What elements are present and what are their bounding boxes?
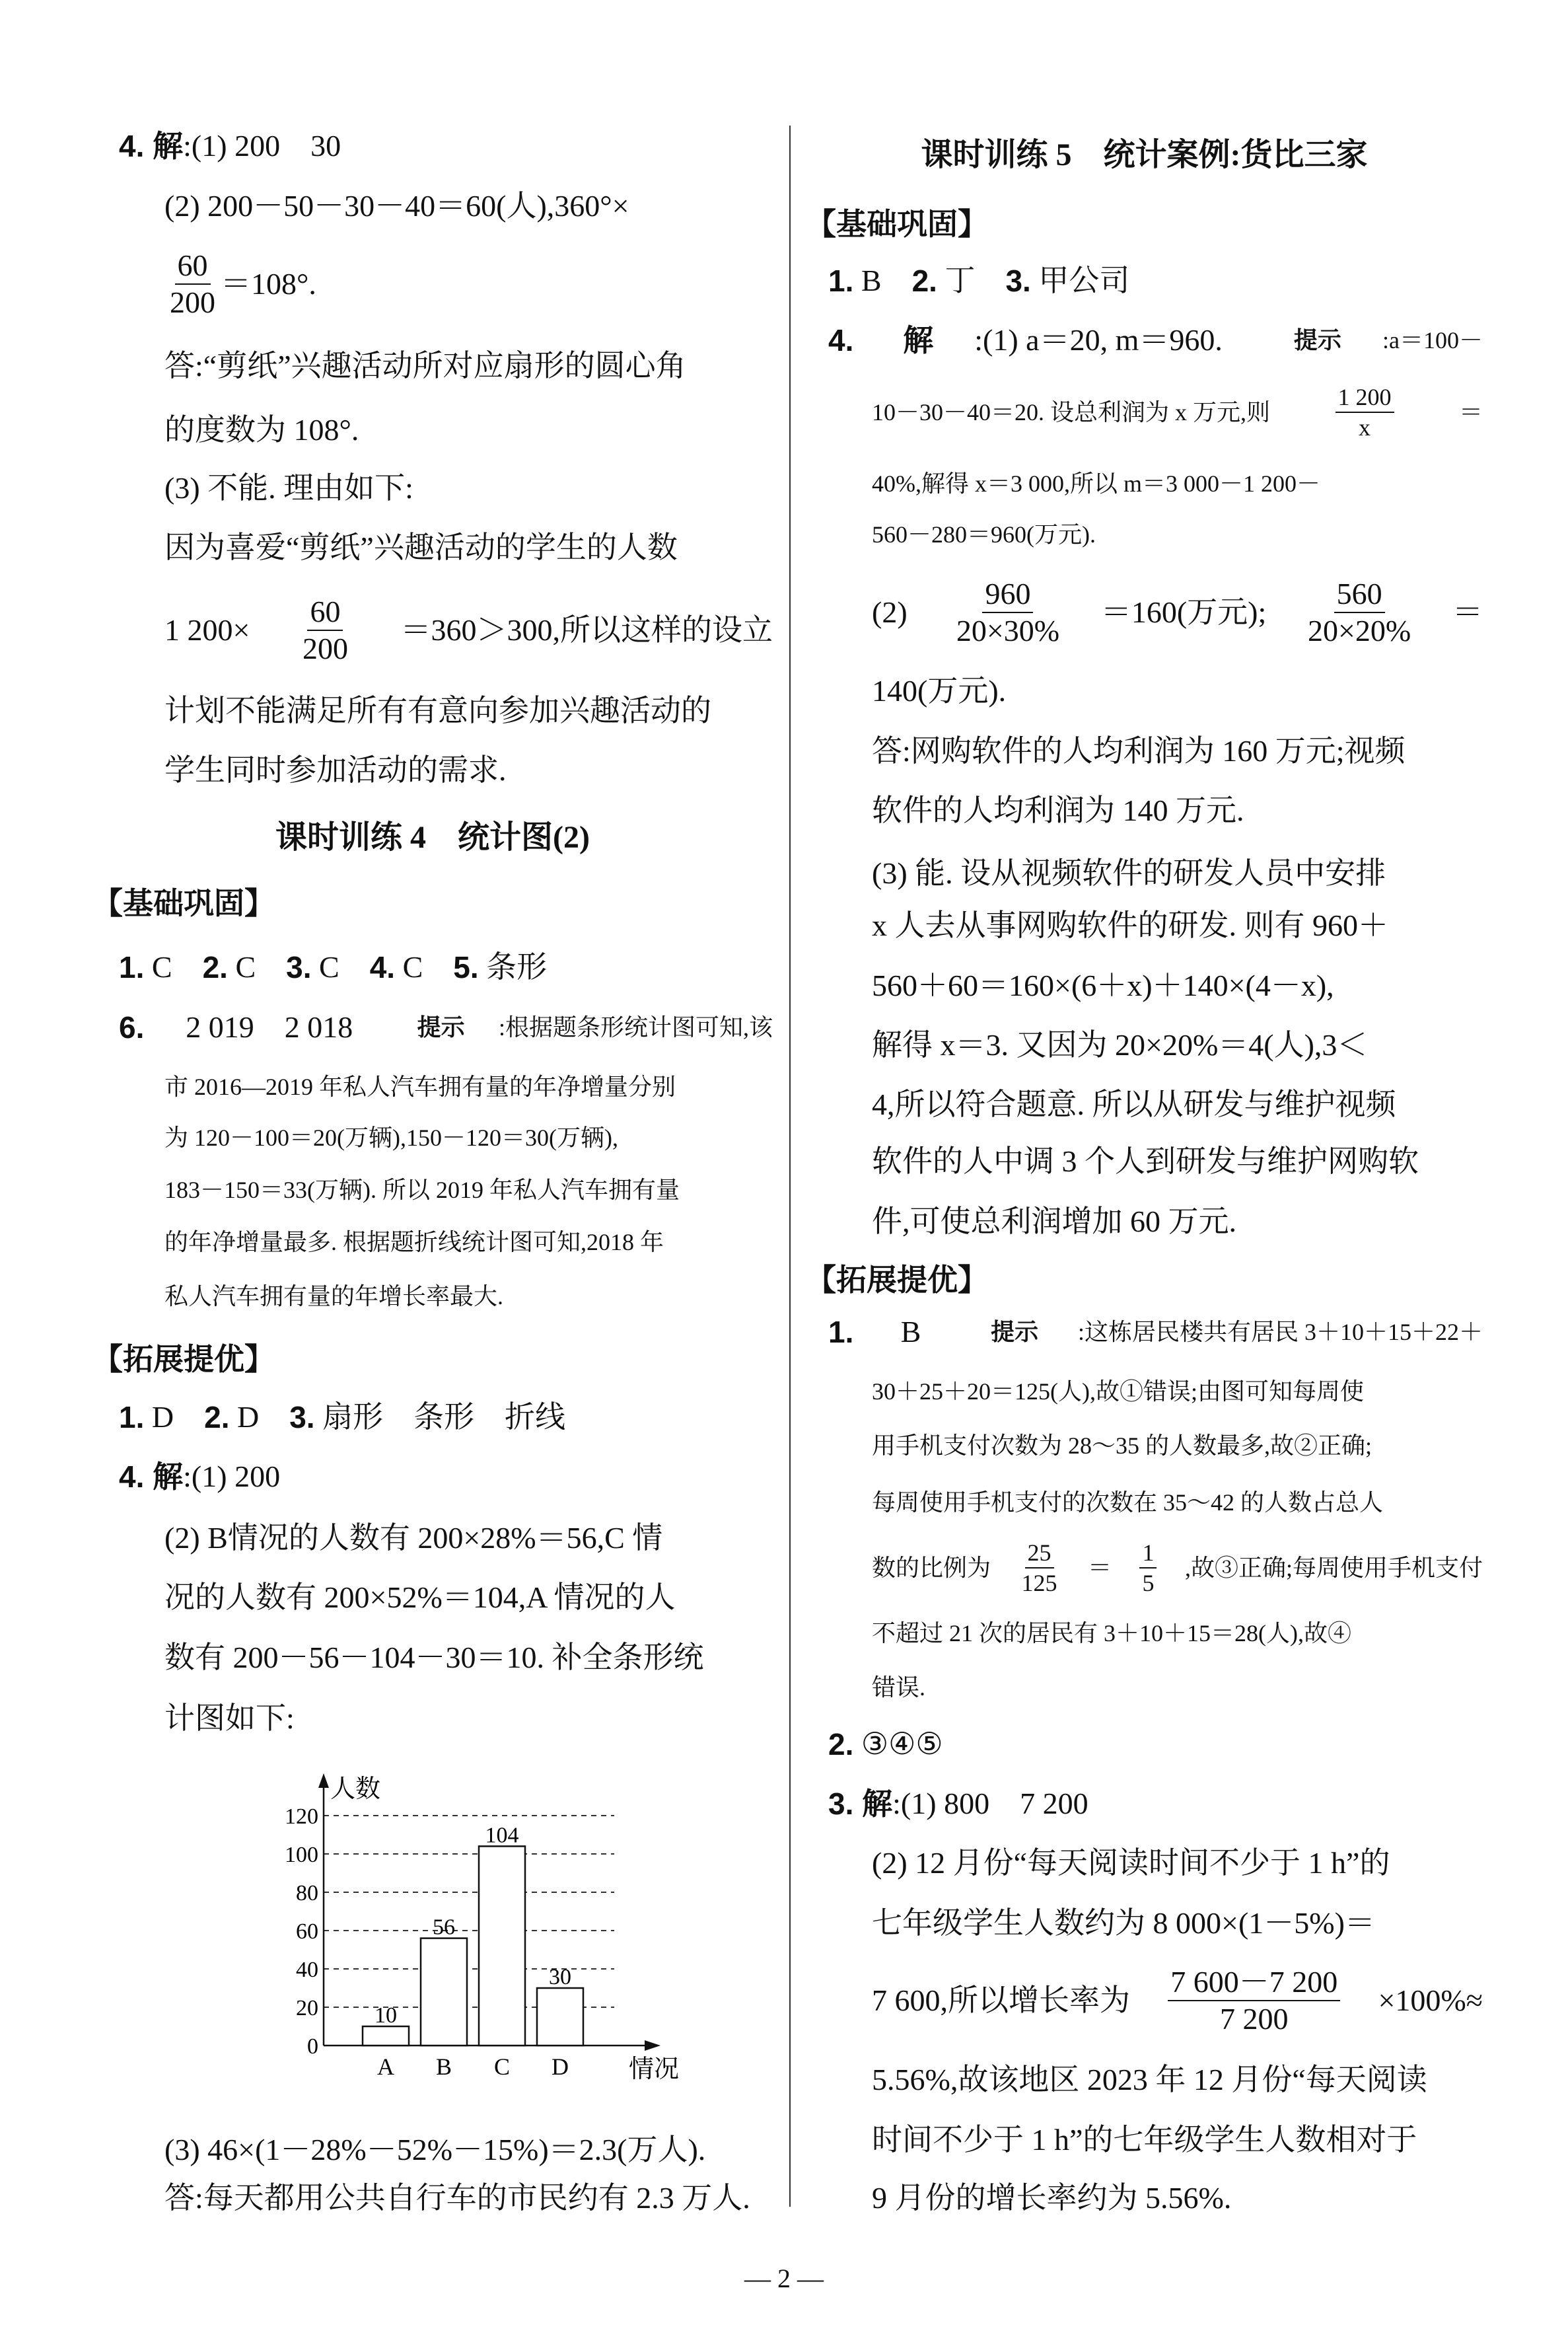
- text: ＝108°.: [221, 267, 316, 301]
- text: 答:网购软件的人均利润为 160 万元;视频: [872, 734, 1406, 768]
- text-line: [872, 858, 1483, 889]
- x-axis-arrow-icon: [645, 2040, 660, 2051]
- text-line: [164, 533, 773, 563]
- text-line: [164, 473, 413, 503]
- text-line: [872, 523, 1096, 546]
- text: 七年级学生人数约为 8 000×(1－5%)＝: [872, 1906, 1375, 1940]
- text: 140(万元).: [872, 674, 1007, 708]
- text: 软件的人中调 3 个人到研发与维护网购软: [872, 1144, 1419, 1178]
- fraction: [1019, 1541, 1060, 1595]
- text-line: [872, 736, 1483, 766]
- text: 课时训练 5 统计案例:货比三家: [921, 137, 1368, 172]
- bar-value-label: 10: [374, 2003, 397, 2028]
- bold-label: 3.: [289, 1400, 315, 1434]
- text-line: [164, 755, 507, 786]
- text-line: [872, 971, 1483, 1001]
- text-line: [828, 1317, 1483, 1347]
- denominator: x: [1359, 414, 1371, 441]
- text: D: [229, 1400, 290, 1434]
- text: :这栋居民楼共有居民 3＋10＋15＋22＋: [1077, 1319, 1483, 1345]
- text-line: [164, 2183, 750, 2213]
- text-line: [828, 325, 1483, 355]
- x-tick-label: B: [435, 2053, 452, 2080]
- denominator: 20×20%: [1307, 614, 1411, 647]
- text-line: [872, 1676, 925, 1699]
- text-line: [164, 1703, 295, 1734]
- bold-label: 2.: [204, 1400, 230, 1434]
- text: :(1) 800 7 200: [892, 1787, 1088, 1820]
- x-tick-label: C: [493, 2053, 511, 2080]
- fraction: [954, 579, 1062, 646]
- fraction: [1336, 385, 1394, 439]
- section-title: [92, 822, 773, 854]
- text: 5.56%,故该地区 2023 年 12 月份“每天阅读: [872, 2063, 1427, 2096]
- y-tick-label: 0: [307, 2034, 318, 2059]
- hint-label: 提示: [991, 1318, 1039, 1345]
- denominator: 125: [1021, 1570, 1057, 1596]
- bar-chart: [277, 1764, 680, 2094]
- text-line: [872, 2125, 1483, 2155]
- text-line: [872, 1030, 1483, 1060]
- text: 错误.: [872, 1674, 926, 1701]
- text-line: [164, 1230, 773, 1254]
- bold-label: 6.: [119, 1010, 145, 1045]
- hint-label: 提示: [417, 1014, 465, 1041]
- text: ＝: [1087, 1555, 1112, 1581]
- text-line: [164, 696, 773, 726]
- text-line: [92, 1344, 275, 1374]
- text: 的年净增量最多. 根据题折线统计图可知,2018 年: [164, 1229, 664, 1255]
- text: ③④⑤: [853, 1727, 943, 1761]
- bold-label: 1.: [828, 264, 854, 298]
- text-line: [872, 676, 1006, 706]
- text: ＝: [1452, 595, 1483, 629]
- x-tick-label: D: [552, 2053, 569, 2080]
- text: :(1) a＝20, m＝960.: [974, 323, 1253, 357]
- text: 1 200×: [164, 613, 250, 647]
- text-line: [164, 1075, 773, 1099]
- y-tick-label: 80: [296, 1881, 318, 1905]
- bold-label: 解: [144, 129, 184, 163]
- text: 条形: [478, 950, 548, 984]
- text: 560－280＝960(万元).: [872, 521, 1096, 548]
- text-line: [164, 1178, 773, 1202]
- text-line: [164, 2135, 705, 2165]
- text: 丁: [937, 264, 1006, 297]
- text-line: [119, 131, 341, 161]
- text: 课时训练 4 统计图(2): [275, 820, 590, 855]
- text: C: [144, 950, 203, 984]
- text: (2) 12 月份“每天阅读时间不少于 1 h”的: [872, 1846, 1390, 1880]
- text: 40%,解得 x＝3 000,所以 m＝3 000－1 200－: [872, 470, 1320, 497]
- text: 计划不能满足所有有意向参加兴趣活动的: [164, 694, 711, 727]
- text: 30＋25＋20＝125(人),故①错误;由图可知每周使: [872, 1378, 1364, 1405]
- text-line: [872, 1848, 1483, 1878]
- y-tick-label: 60: [296, 1919, 318, 1944]
- fraction: [1139, 1541, 1157, 1595]
- y-tick-label: 100: [285, 1843, 318, 1867]
- text: 为 120－100＝20(万辆),150－120＝30(万辆),: [164, 1125, 618, 1151]
- text-line: [872, 2065, 1483, 2095]
- fraction: [300, 597, 351, 664]
- text: 2 019 2 018: [178, 1010, 384, 1044]
- bold-label: 2.: [828, 1727, 854, 1761]
- bold-label: 5.: [453, 950, 479, 984]
- text: :(1) 200 30: [183, 129, 341, 163]
- text-line: [872, 1621, 1483, 1645]
- text-line: [872, 1146, 1483, 1177]
- text: x 人去从事网购软件的研发. 则有 960＋: [872, 908, 1388, 942]
- text: 183－150＝33(万辆). 所以 2019 年私人汽车拥有量: [164, 1177, 680, 1203]
- bold-label: 解: [853, 1787, 893, 1821]
- text-line: [119, 952, 547, 982]
- bold-label: 4.: [828, 323, 854, 357]
- text-line: [872, 2183, 1231, 2213]
- text-line: [872, 1206, 1236, 1237]
- bar-value-label: 104: [485, 1823, 519, 1848]
- bold-label: 1.: [119, 1400, 145, 1434]
- bar: [363, 2026, 409, 2046]
- text: ,故③正确;每周使用手机支付: [1184, 1555, 1483, 1581]
- text: (2) 200－50－30－40＝60(人),360°×: [164, 189, 629, 223]
- text: ＝360＞300,所以这样的设立: [400, 613, 773, 647]
- y-tick-label: 20: [296, 1996, 318, 2020]
- text: 4,所以符合题意. 所以从研发与维护视频: [872, 1088, 1396, 1121]
- text-line: [872, 385, 1483, 439]
- bold-label: 1.: [119, 950, 145, 984]
- numerator: 960: [982, 579, 1033, 613]
- text: :a＝100－: [1382, 327, 1483, 353]
- bar-value-label: 30: [549, 1965, 571, 1989]
- bold-label: 解: [144, 1459, 184, 1494]
- numerator: 7 600－7 200: [1168, 1967, 1340, 2001]
- bold-label: 3.: [828, 1787, 854, 1821]
- text: 时间不少于 1 h”的七年级学生人数相对于: [872, 2123, 1417, 2157]
- text: :(1) 200: [183, 1459, 281, 1493]
- text: 解得 x＝3. 又因为 20×20%＝4(人),3＜: [872, 1028, 1368, 1062]
- text-line: [872, 1908, 1483, 1938]
- text: 560＋60＝160×(6＋x)＋140×(4－x),: [872, 969, 1334, 1002]
- bar: [479, 1846, 525, 2046]
- text: 件,可使总利润增加 60 万元.: [872, 1204, 1236, 1238]
- text-line: [872, 1380, 1483, 1403]
- numerator: 60: [175, 250, 211, 285]
- text-line: [828, 1729, 943, 1759]
- denominator: 5: [1142, 1570, 1155, 1596]
- bold-label: 3.: [1005, 264, 1031, 298]
- text: ＝160(万元);: [1100, 595, 1267, 629]
- bar: [537, 1988, 583, 2046]
- numerator: 1: [1139, 1541, 1157, 1568]
- numerator: 1 200: [1336, 385, 1394, 413]
- text: 不超过 21 次的居民有 3＋10＋15＝28(人),故④: [872, 1620, 1351, 1646]
- text: 答:每天都用公共自行车的市民约有 2.3 万人.: [164, 2181, 750, 2215]
- text: 数有 200－56－104－30＝10. 补全条形统: [164, 1641, 704, 1674]
- denominator: 200: [170, 285, 215, 319]
- text-line: [872, 579, 1483, 646]
- text-line: [164, 1582, 773, 1613]
- text: 软件的人均利润为 140 万元.: [872, 793, 1244, 827]
- text: (3) 能. 设从视频软件的研发人员中安排: [872, 856, 1386, 890]
- numerator: 560: [1334, 579, 1385, 613]
- text: 市 2016—2019 年私人汽车拥有量的年净增量分别: [164, 1074, 676, 1100]
- bold-label: 4.: [119, 1459, 145, 1494]
- text-line: [164, 1126, 773, 1150]
- y-axis-arrow-icon: [318, 1773, 329, 1788]
- text: C: [227, 950, 287, 984]
- text-line: [872, 1541, 1483, 1595]
- bold-label: 解: [894, 323, 934, 357]
- y-axis-label: 人数: [330, 1775, 381, 1803]
- text-line: [164, 1523, 773, 1553]
- text: 数的比例为: [872, 1555, 991, 1581]
- fraction: [1305, 579, 1413, 646]
- text: 的度数为 108°.: [164, 413, 359, 447]
- text: (3) 46×(1－28%－52%－15%)＝2.3(万人).: [164, 2133, 706, 2166]
- text-line: [164, 415, 359, 445]
- text: 每周使用手机支付的次数在 35～42 的人数占总人: [872, 1489, 1384, 1516]
- bar-value-label: 56: [433, 1915, 455, 1940]
- text: 私人汽车拥有量的年增长率最大.: [164, 1283, 504, 1310]
- text-line: [92, 888, 275, 918]
- denominator: 7 200: [1219, 2002, 1289, 2036]
- denominator: 200: [302, 632, 348, 665]
- denominator: 20×30%: [956, 614, 1060, 647]
- bold-label: 2.: [202, 950, 228, 984]
- text: 扇形 条形 折线: [314, 1400, 566, 1434]
- text-line: [872, 1491, 1483, 1514]
- text: 10－30－40＝20. 设总利润为 x 万元,则: [872, 399, 1271, 425]
- text-line: [164, 351, 773, 381]
- text-line: [806, 1265, 988, 1295]
- y-tick-label: 120: [285, 1804, 318, 1829]
- text: 甲公司: [1030, 264, 1130, 297]
- text: 计图如下:: [164, 1701, 295, 1735]
- text-line: [164, 191, 773, 221]
- text: B: [893, 1315, 952, 1348]
- text: B: [853, 264, 912, 297]
- text-line: [164, 1642, 773, 1673]
- text: 答:“剪纸”兴趣活动所对应扇形的圆心角: [164, 349, 686, 383]
- text-line: [806, 209, 988, 239]
- text: 况的人数有 200×52%＝104,A 情况的人: [164, 1580, 676, 1614]
- bold-label: 3.: [286, 950, 312, 984]
- section-title: [806, 139, 1483, 171]
- text: 7 600,所以增长率为: [872, 1983, 1130, 2017]
- text-line: [164, 250, 316, 318]
- text: ×100%≈: [1378, 1983, 1483, 2017]
- bold-label: 【拓展提优】: [92, 1342, 275, 1376]
- text: 9 月份的增长率约为 5.56%.: [872, 2181, 1232, 2215]
- fraction: [167, 250, 218, 318]
- text-line: [872, 472, 1483, 496]
- y-tick-label: 40: [296, 1958, 318, 1982]
- bold-label: 4.: [119, 129, 145, 163]
- fraction: [1168, 1967, 1340, 2034]
- text-line: [119, 1402, 565, 1432]
- bold-label: 2.: [911, 264, 937, 298]
- text: C: [395, 950, 454, 984]
- bar: [421, 1938, 467, 2046]
- text: ＝: [1458, 399, 1483, 425]
- text-line: [872, 1434, 1483, 1458]
- numerator: 25: [1025, 1541, 1054, 1568]
- text-line: [872, 910, 1483, 941]
- text: :根据题条形统计图可知,该: [498, 1014, 773, 1041]
- bold-label: 【拓展提优】: [806, 1263, 988, 1297]
- text-line: [164, 1284, 503, 1308]
- bold-label: 4.: [369, 950, 396, 984]
- page-number: — 2 —: [744, 2264, 824, 2293]
- text: 因为喜爱“剪纸”兴趣活动的学生的人数: [164, 531, 678, 564]
- bold-label: 【基础巩固】: [806, 207, 988, 241]
- text-line: [828, 266, 1129, 296]
- text-line: [164, 597, 773, 664]
- text: 学生同时参加活动的需求.: [164, 753, 507, 787]
- text-line: [119, 1012, 773, 1043]
- bold-label: 1.: [828, 1315, 854, 1349]
- text: (2) B情况的人数有 200×28%＝56,C 情: [164, 1521, 663, 1555]
- text-line: [828, 1789, 1088, 1819]
- text: (3) 不能. 理由如下:: [164, 471, 413, 505]
- text: C: [311, 950, 370, 984]
- column-divider: [789, 126, 791, 2207]
- bold-label: 【基础巩固】: [92, 886, 275, 920]
- x-axis-label: 情况: [629, 2055, 680, 2083]
- text-line: [872, 1089, 1483, 1120]
- text: D: [144, 1400, 205, 1434]
- text-line: [872, 795, 1244, 826]
- hint-label: 提示: [1293, 326, 1341, 353]
- text: 用手机支付次数为 28～35 的人数最多,故②正确;: [872, 1432, 1372, 1459]
- text-line: [872, 1967, 1483, 2034]
- numerator: 60: [307, 597, 343, 631]
- text-line: [119, 1461, 280, 1492]
- x-tick-label: A: [377, 2053, 394, 2080]
- text: (2): [872, 595, 915, 629]
